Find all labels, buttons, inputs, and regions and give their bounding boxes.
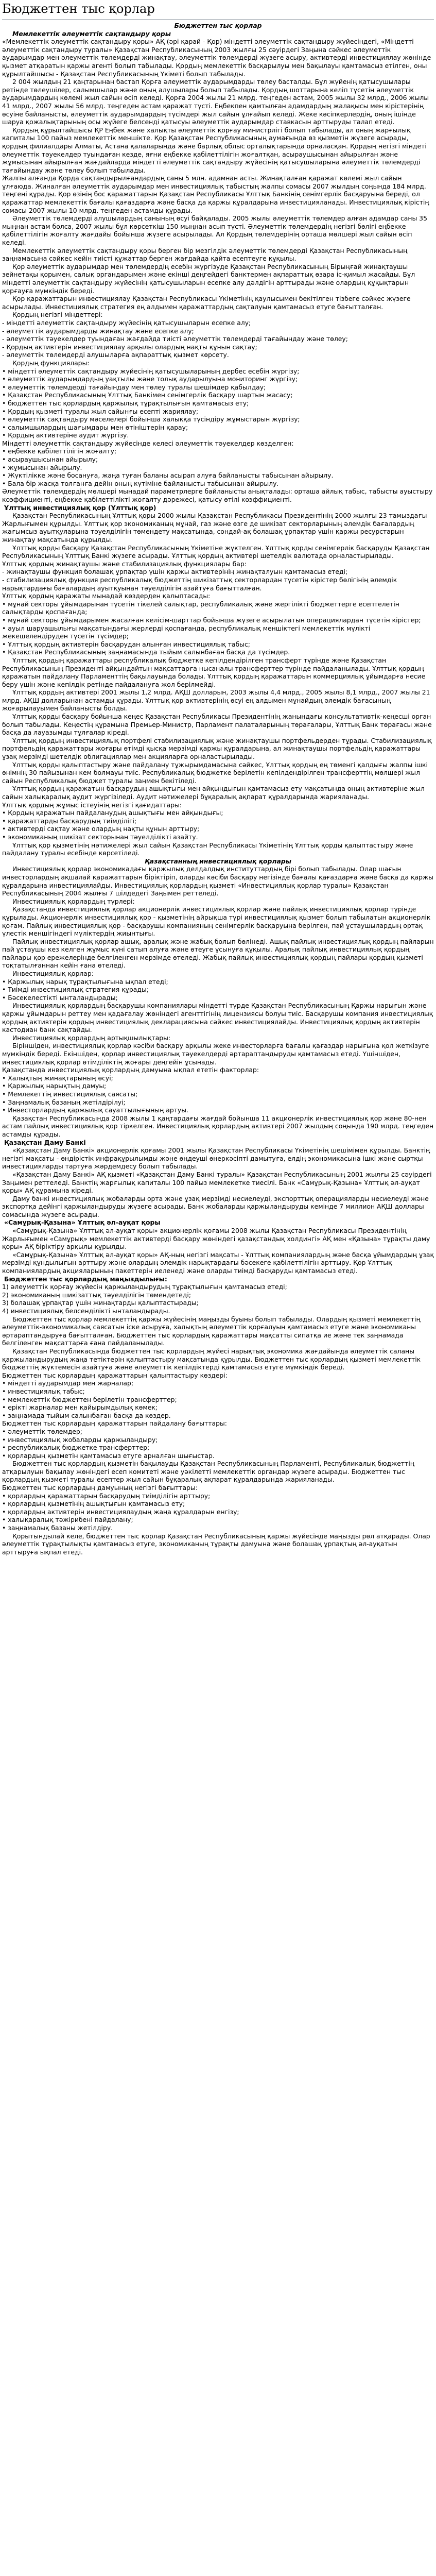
paragraph: Инвестициялық қорлардың басқарушы компаниялары міндетті түрде Қазақстан Республикасының Қаржы нарығын және қаржы ұйымдарын реттеу мен қадағалау жөніндегі агенттігінің лицензиясы болуы тиіс. Басқарушы компания инвестициялық қордың активтерін қордың инвестициялық декларациясына сәйкес инвестициялайды. Инвестициялық қордың активтерін кастодиан банк сақтайды. <box>2 1002 433 1034</box>
page-title: Бюджеттен тыс қорлар <box>2 0 434 20</box>
list-item: - әлеуметтік төлемдерді алушыларға ақпараттық қызмет көрсету. <box>2 351 229 359</box>
list-item: • әлеуметтік төлемдер; <box>2 1427 82 1435</box>
list-item: • Қордың активтеріне аудит жүргізу. <box>2 431 129 439</box>
list-item: - міндетті әлеуметтік сақтандыру жүйесінің қатысушыларын есепке алу; <box>2 318 251 327</box>
paragraph: Ұлттық қорды басқару Қазақстан Республикасының Үкіметіне жүктелген. Ұлттық қорды сенімгерлік басқаруды Қазақстан Республикасының Ұлттық Банкі жүзеге асырады. Ұлттық қордың активтері шетелдік валютада орналастырылады. <box>2 544 430 560</box>
list-item: • Қаржылық нарықтың дамуы; <box>2 1082 107 1090</box>
list-item: • қорлардың активтерін инвестициялаудың жаңа құралдарын енгізу; <box>2 1507 239 1516</box>
list-heading: Инвестициялық қорлардың түрлері: <box>12 897 135 905</box>
list-item: • мемлекеттік бюджеттен берілетін трансферттер; <box>2 1395 177 1403</box>
paragraph: Мемлекеттік әлеуметтік сақтандыру қоры берген бір мезгілдік әлеуметтік төлемдерді Қазақстан Республикасының заңнамасына сәйкес кейін тиісті құжаттар берген жағдайда қайта есептеуге құқылы. <box>2 246 408 263</box>
paragraph: «Мемлекеттік әлеуметтік сақтандыру қоры» АҚ (әрі қарай - Қор) міндетті әлеуметтік сақтандыру жүйесіндегі, «Міндетті әлеуметтік сақтандыру туралы» Қазақстан Республикасының 2003 жылғы 25 сәуірдегі Заңына сәйкес әлеуметтік аударымдар мен әлеуметтік төлемдерді жинақтау, әлеуметтік төлемдерді жүзеге асыру, активтерді инвестициялау жөнінде қызмет атқаратын қаржы агенті болып табылады. Қордың мемлекеттік басқарылуы мен бақылауы қамтамасыз етілген, оны құрылтайшысы - Қазақстан Республикасының Үкіметі болып табылады. <box>2 38 431 78</box>
list-heading: Ұлттық қордың қаражаты мынадай көздерден қалыптасады: <box>2 592 211 600</box>
list-item: • асыраушысынан айырылу; <box>2 455 98 464</box>
list-item: 3) болашақ ұрпақтар үшін жинақтарды қалыптастырады; <box>2 1299 199 1307</box>
list-item: • экономиканың шикізат секторынан тәуелділікті азайту. <box>2 833 198 841</box>
list-item: • мұнай секторы ұйымдарымен жасалған келісім-шарттар бойынша жүзеге асырылатын операциялардан түсетін кірістер; <box>2 616 421 624</box>
list-item: • мұнай секторы ұйымдарынан түсетін тікелей салықтар, республикалық және жергілікті бюджеттерге есептелетін салықтарды қоспағанда; <box>2 600 399 616</box>
list-item: • Қордың қызметі туралы жыл сайынғы есепті жариялау; <box>2 407 199 415</box>
paragraph: Біріншіден, инвестициялық қорлар кәсіби басқару арқылы жеке инвесторларға бағалы қағаздар нарығына қол жеткізуге мүмкіндік береді. Екіншіден, қорлар инвестициялық тәуекелдерді әртараптандыруды қамтамасыз етеді. Үшіншіден, инвестициялық қорлар өтімділіктің жоғары деңгейін ұсынады. <box>2 1042 429 1066</box>
list-item: • еңбекке қабілеттілігін жоғалту; <box>2 447 117 455</box>
paragraph: Қазақстан Республикасында бюджеттен тыс қорлардың жүйесі нарықтық экономика жағдайында әлеуметтік саланы қаржыландырудың жаңа тетіктерін қалыптастыру мақсатында құрылды. Бюджеттен тыс қорлардың қызметі мемлекеттік бюджеттің жүктемесін азайтуға және әлеуметтік кепілдіктерді қамтамасыз етуге мүмкіндік береді. <box>2 1347 421 1371</box>
list-item: • қорлардың қызметінің ашықтығын қамтамасыз ету; <box>2 1500 185 1508</box>
list-item: - әлеуметтік тәуекелдер туындаған жағдайда тиісті әлеуметтік төлемдерді тағайындау және төлеу; <box>2 335 348 343</box>
list-heading: Бюджеттен тыс қорлардың қаражаттарын пайдалану бағыттары: <box>2 1419 227 1428</box>
paragraph: Ұлттық қордың қаражатын басқарудың ашықтығы мен айқындығын қамтамасыз ету мақсатында оның активтеріне жыл сайын халықаралық аудит жүргізіледі. Аудит нәтижелері бұқаралық ақпарат құралдарында жарияланады. <box>2 785 425 801</box>
section-heading: Бюджеттен тыс қорлардың маңыздылығы: <box>4 1275 167 1283</box>
list-heading: Ұлттық қордың жинақтаушы және стабилизациялық функциялары бар: <box>2 560 247 568</box>
list-item: • міндетті әлеуметтік сақтандыру жүйесінің қатысушыларының дербес есебін жүргізу; <box>2 367 300 375</box>
list-item: - Қордың активтерін инвестициялау арқылы олардың нақты құнын сақтау; <box>2 343 257 351</box>
list-item: - стабилизациялық функция республикалық бюджеттің шикізаттық секторлардан түсетін кірістер бөлігінің әлемдік нарықтардағы бағалардың ауытқуынан тәуелділігін азайтуға бағытталған. <box>2 575 397 592</box>
paragraph: «Самұрық-Қазына» Ұлттық әл-ауқат қоры» акционерлік қоғамы 2008 жылы Қазақстан Республикасы Президентінің Жарлығымен «Самұрық» мемлекеттік активтерді басқару жөніндегі қазақстандық холдингі» АҚ мен «Қазына» тұрақты даму қоры» АҚ біріктіру арқылы құрылды. <box>2 1227 430 1251</box>
paragraph: «Қазақстан Даму Банкі» акционерлік қоғамы 2001 жылы Қазақстан Республикасы Үкіметінің шешімімен құрылды. Банктің негізгі мақсаты - өндірістік инфрақұрылымды және өңдеуші өнеркәсіпті дамытуға, елдің экономикасына ішкі және сыртқы инвестицияларды тартуға жәрдемдесу болып табылады. <box>2 1146 430 1171</box>
list-item: • әлеуметтік сақтандыру мәселелері бойынша халыққа түсіндіру жұмыстарын жүргізу; <box>2 415 300 423</box>
list-item: • Халықтың жинақтарының өсуі; <box>2 1074 113 1082</box>
list-item: • Заңнамалық базаның жетілдірілуі; <box>2 1098 126 1106</box>
paragraph: Қордың құрылтайшысы ҚР Еңбек және халықты әлеуметтік қорғау министрлігі болып табылады, ал оның жарғылық капиталы 100 пайыз мемлекеттік меншікте. Қор Қазақстан Республикасының аумағында өз қызметін жүзеге асырады, қордың филиалдары Алматы, Астана қалаларында және барлық облыс орталықтарында орналасқан. Қордың негізгі міндеті әлеуметтік тәуекелдер туындаған кезде, яғни еңбекке қабілеттілігін жоғалтқан, асыраушысынан айырылған және жұмысынан айырылған жағдайларда міндетті әлеуметтік сақтандыру жүйесінің қатысушыларына әлеуметтік төлемдерді тағайындау және төлеу болып табылады. <box>2 126 427 174</box>
list-heading: Бюджеттен тыс қорлардың қаражаттарын қалыптастыру көздері: <box>2 1371 228 1379</box>
paragraph: Инвестициялық қорлар экономикадағы қаржылық делдалдық институттардың бірі болып табылады. Олар шағын инвесторлардың ақшалай қаражаттарын біріктіріп, оларды кәсіби басқару негізінде бағалы қағаздарға және басқа да қаржы құралдарына инвестициялайды. Инвестициялық қорлардың қызметі «Инвестициялық қорлар туралы» Қазақстан Республикасының 2004 жылғы 7 шілдедегі Заңымен реттеледі. <box>2 865 433 897</box>
list-item: • салымшылардың шағымдары мен өтініштерін қарау; <box>2 423 188 431</box>
list-item: • Қазақстан Республикасының Ұлттық Банкімен сенімгерлік басқару шартын жасасу; <box>2 391 293 399</box>
list-heading: Қазақстанда инвестициялық қорлардың дамуына ықпал ететін факторлар: <box>2 1066 259 1074</box>
list-item: • активтерді сақтау және олардың нақты құнын арттыру; <box>2 825 200 833</box>
list-heading: Инвестициялық қорлар: <box>12 970 94 978</box>
paragraph: 2 004 жылдың 21 қаңтарынан бастап Қорға әлеуметтік аударымдарды төлеу басталды. Бұл жүйенің қатысушылары ретінде төлеушілер, салымшылар және оның алушылары болып табылады. Қордың шоттарына келіп түсетін әлеуметтік аударымдардың көлемі жыл сайын өсіп келеді. Қорға 2004 жылы 21 млрд. теңгеден астам, 2005 жылы 32 млрд., 2006 жылы 41 млрд., 2007 жылы 56 млрд. теңгеден астам қаражат түсті. Еңбекпен қамтылған адамдардың жалақысы мен кірістерінің өсуіне байланысты, әлеуметтік аударымдардың түсімдері жыл сайын ұлғайып келеді. Жеке кәсіпкерлердің, оның ішінде шаруа қожалықтарының осы жүйеге белсенді қатысуы әлеуметтік аударымдар ставкасын арттыруды талап етеді. <box>2 78 429 126</box>
list-item: • Бала бір жасқа толғанға дейін оның күтіміне байланысты табысынан айырылу. <box>2 479 279 487</box>
list-item: • Ұлттық қордың активтерін басқарудан алынған инвестициялық табыс; <box>2 640 250 648</box>
section-heading: «Самұрық-Қазына» Ұлттық әл-ауқат қоры <box>4 1218 161 1227</box>
list-item: • ауыл шаруашылығы мақсатындағы жерлерді қоспағанда, республикалық меншіктегі мемлекеттік мүлікті жекешелендіруден түсетін түсімдер; <box>2 624 371 640</box>
list-item: • Бәсекелестікті ынталандырады; <box>2 993 118 1002</box>
list-item: • Тиімді инвестициялық стратегия құрады; <box>2 986 149 994</box>
list-item: • инвестициялық жобаларды қаржыландыру; <box>2 1435 158 1444</box>
paragraph: Бюджеттен тыс қорлардың қызметін бақылауды Қазақстан Республикасының Парламенті, Республикалық бюджеттің атқарылуын бақылау жөніндегі есеп комитеті және уәкілетті мемлекеттік органдар жүзеге асырады. Бюджеттен тыс қорлардың қызметі туралы есептер жыл сайын бұқаралық ақпарат құралдарында жарияланады. <box>2 1460 414 1484</box>
section-heading: Қазақстанның инвестициялық қорлары <box>145 857 291 865</box>
list-heading: Инвестициялық қорлардың артықшылықтары: <box>12 1033 171 1042</box>
list-item: • Инвесторлардың қаржылық сауаттылығының артуы. <box>2 1106 188 1114</box>
list-item: • бюджеттен тыс қорлардың қаржылық тұрақтылығын қамтамасыз ету; <box>2 399 249 407</box>
list-item: • әлеуметтік аударымдардың уақтылы және толық аударылуына мониторинг жүргізу; <box>2 375 298 383</box>
list-item: • жұмысынан айырылу. <box>2 463 82 471</box>
paragraph: Қазақстан Республикасында 2008 жылы 1 қаңтардағы жағдай бойынша 11 акционерлік инвестициялық қор және 80-нен астам пайлық инвестициялық қор тіркелген. Инвестициялық қорлардың активтері 2007 жылдың соңында 190 млрд. теңгеден астамды құрады. <box>2 1114 434 1138</box>
paragraph: Ұлттық қордың активтері 2001 жылы 1,2 млрд. АҚШ долларын, 2003 жылы 4,4 млрд., 2005 жылы 8,1 млрд., 2007 жылы 21 млрд. АҚШ долларынан астамды құрады. Ұлттық қор активтерінің өсуі ең алдымен мұнайдың әлемдік бағасының жоғарылауымен байланысты болды. <box>2 688 430 713</box>
list-item: • Қордың қаражатын пайдаланудың ашықтығы мен айқындығы; <box>2 809 223 817</box>
list-item: - әлеуметтік аударымдарды жинақтау және есепке алу; <box>2 327 194 335</box>
paragraph: «Самұрық-Қазына» Ұлттық әл-ауқат қоры» АҚ-ның негізгі мақсаты - Ұлттық компаниялардың және басқа ұйымдардың ұзақ мерзімді құндылығын арттыру және олардың әлемдік нарықтардағы бәсекеге қабілеттілігін арттыру. Қор Ұлттық компаниялардың акцияларының пакеттерін иеленеді және оларды тиімді басқаруды қамтамасыз етеді. <box>2 1250 434 1275</box>
paragraph: Қор қаражаттарын инвестициялау Қазақстан Республикасы Үкіметінің қаулысымен бекітілген тізбеге сәйкес жүзеге асырылады. Инвестициялық стратегия ең алдымен қаражаттардың сақталуын қамтамасыз етуге бағытталған. <box>2 295 411 311</box>
list-item: • қорлардың қызметін қамтамасыз етуге арналған шығыстар. <box>2 1451 215 1460</box>
list-heading: Бюджеттен тыс қорлардың дамуының негізгі бағыттары: <box>2 1484 198 1492</box>
list-item: • әлеуметтік төлемдерді тағайындау мен төлеу туралы шешімдер қабылдау; <box>2 383 266 391</box>
list-item: 2) экономиканың шикізаттық тәуелділігін төмендетеді; <box>2 1291 191 1299</box>
list-item: • Қазақстан Республикасының заңнамасында тыйым салынбаған басқа да түсімдер. <box>2 648 290 656</box>
paragraph: Қорытындылай келе, бюджеттен тыс қорлар Қазақстан Республикасының қаржы жүйесінде маңызды рөл атқарады. Олар әлеуметтік тұрақтылықты қамтамасыз етуге, экономиканың тұрақты дамуына және болашақ ұрпақтың әл-ауқатын арттыруға ықпал етеді. <box>2 1532 430 1556</box>
paragraph: Бюджеттен тыс қорлар мемлекеттің қаржы жүйесінің маңызды буыны болып табылады. Олардың қызметі мемлекеттің әлеуметтік-экономикалық саясатын іске асыруға, халықтың әлеуметтік қорғалуын қамтамасыз етуге және экономиканы әртараптандыруға бағытталған. Бюджеттен тыс қорлардың қаражаттары мақсатты сипатқа ие және тек заңнамада белгіленген мақсаттарға ғана пайдаланылады. <box>2 1315 421 1347</box>
list-item: 1) әлеуметтік қорғау жүйесін қаржыландырудың тұрақтылығын қамтамасыз етеді; <box>2 1283 287 1291</box>
paragraph: Міндетті әлеуметтік сақтандыру жүйесінде келесі әлеуметтік тәуекелдер көзделген: <box>2 439 294 447</box>
list-item: • Қаржылық нарық тұрақтылығына ықпал етеді; <box>2 977 168 986</box>
list-item: • қаражаттарды басқарудың тиімділігі; <box>2 817 137 825</box>
list-item: • заңнамада тыйым салынбаған басқа да көздер. <box>2 1411 171 1419</box>
paragraph: Әлеуметтік төлемдерді алушылардың санының өсуі байқалады. 2005 жылы әлеуметтік төлемдер алған адамдар саны 35 мыңнан астам болса, 2007 жылы бұл көрсеткіш 150 мыңнан асып түсті. Әлеуметтік төлемдердің негізгі бөлігі еңбекке қабілеттілігін жоғалту жағдайы бойынша жүзеге асырылады. Ал Қордың төлемдерінің орташа мөлшері жыл сайын өсіп келеді. <box>2 214 427 247</box>
list-item: • ерікті жарналар мен қайырымдылық көмек; <box>2 1403 158 1412</box>
paragraph: Ұлттық қорды қалыптастыру және пайдалану тұжырымдамасына сәйкес, Ұлттық қордың ең төменгі қалдығы жалпы ішкі өнімнің 30 пайызынан кем болмауы тиіс. Республикалық бюджетке берілетін кепілдендірілген трансферттің мөлшері жыл сайын Республикалық бюджет туралы заңмен бекітіледі. <box>2 760 428 785</box>
section-heading: Мемлекеттік әлеуметтік сақтандыру қоры <box>12 29 171 38</box>
document-heading: Бюджеттен тыс қорлар <box>174 22 262 29</box>
paragraph: Әлеуметтік төлемдердің мөлшері мынадай параметрлерге байланысты анықталады: орташа айлық табыс, табысты ауыстыру коэффициенті, еңбекке қабілеттілікті жоғалту дәрежесі, қатысу өтілі коэффициенті. <box>2 487 433 504</box>
paragraph: Пайлық инвестициялық қорлар ашық, аралық және жабық болып бөлінеді. Ашық пайлық инвестициялық қордың пайларын пай ұстаушы кез келген жұмыс күні сатып алуға және өтеуге ұсынуға құқылы. Аралық пайлық инвестициялық қордың пайлары қор ережелерінде белгіленген мерзімде өтеледі. Жабық пайлық инвестициялық қордың пайлары қордың қызметі тоқтатылғаннан кейін ғана өтеледі. <box>2 937 434 970</box>
list-heading: Қордың негізгі міндеттері: <box>12 311 103 319</box>
list-item: • заңнамалық базаны жетілдіру. <box>2 1524 113 1532</box>
list-item: • міндетті аударымдар мен жарналар; <box>2 1379 134 1387</box>
section-heading: Ұлттық инвестициялық қор (Ұлттық қор) <box>4 503 156 512</box>
paragraph: Қазақстанда инвестициялық қорлар акционерлік инвестициялық қорлар және пайлық инвестициялық қорлар түрінде құрылады. Акционерлік инвестициялық қор - қызметінің айрықша түрі инвестициялық қызмет болып табылатын акционерлік қоғам. Пайлық инвестициялық қор - басқарушы компанияның сенімгерлік басқаруына берілген, пай ұстаушылардың ортақ үлестік меншігіндегі мүліктердің жиынтығы. <box>2 905 431 938</box>
list-heading: Қордың функциялары: <box>12 359 90 367</box>
paragraph: Ұлттық қордың инвестициялық портфелі стабилизациялық және жинақтаушы портфельдерден тұрады. Стабилизациялық портфельдің қаражаттары жоғары өтімді қысқа мерзімді қаржы құралдарына, ал жинақтаушы портфельдің қаражаттары ұзақ мерзімді шетелдік облигациялар мен акцияларға орналастырылады. <box>2 736 432 761</box>
list-item: - жинақтаушы функция болашақ ұрпақтар үшін қаржы активтерінің жинақталуын қамтамасыз етеді; <box>2 568 348 576</box>
paragraph: Ұлттық қор қызметінің нәтижелері жыл сайын Қазақстан Республикасы Үкіметінің Ұлттық қорды қалыптастыру және пайдалану туралы есебінде көрсетіледі. <box>2 841 413 857</box>
paragraph: Ұлттық қордың қаражаттары республикалық бюджетке кепілдендірілген трансферт түрінде және Қазақстан Республикасының Президенті айқындайтын мақсаттарға нысаналы трансферттер түрінде пайдаланылады. Ұлттық қордың қаражатын пайдалану Парламенттің бақылауында болады. Ұлттық қордың қаражаттарын коммерциялық ұйымдарға несие беру үшін және кепілдік ретінде пайдалануға жол берілмейді. <box>2 656 426 688</box>
list-item: 4) инвестициялық белсенділікті ынталандырады. <box>2 1307 170 1315</box>
paragraph: Жалпы алғанда Қорда сақтандырылғандардың саны 5 млн. адамнан асты. Жинақталған қаражат көлемі жыл сайын ұлғаюда. Жиналған әлеуметтік аударымдар мен инвестициялық табыстың жалпы сомасы 2007 жылдың соңында 184 млрд. теңгені құрады. Қор өзінің бос қаражаттарын Қазақстан Республикасы Ұлттық Банкінің сенімгерлік басқаруына береді, ол қаражаттар мемлекеттік бағалы қағаздарға және басқа да қаржы құралдарына инвестицияланады. Инвестициялық кірістің сомасы 2007 жылы 10 млрд. теңгеден астамды құрады. <box>2 174 429 214</box>
document-body <box>2 20 434 1556</box>
paragraph: Қор әлеуметтік аударымдар мен төлемдердің есебін жүргізуде Қазақстан Республикасының Бірыңғай жинақтаушы зейнетақы қорымен, салық органдарымен және екінші деңгейдегі банктермен ақпараттық өзара іс-қимыл жасайды. Бұл міндетті әлеуметтік сақтандыру жүйесінің қатысушыларын есепке алу дәлдігін арттырады және олардың құқықтарын қорғауға мүмкіндік береді. <box>2 262 415 295</box>
list-item: • халықаралық тәжірибені пайдалану; <box>2 1516 133 1524</box>
list-item: • қорлардың қаражаттарын басқарудың тиімділігін арттыру; <box>2 1492 211 1500</box>
list-heading: Ұлттық қордың жұмыс істеуінің негізгі қағидаттары: <box>2 801 182 809</box>
list-item: • Мемлекеттің инвестициялық саясаты; <box>2 1090 138 1098</box>
paragraph: Даму банкі инвестициялық жобаларды орта және ұзақ мерзімді несиелеуді, экспорттық операцияларды несиелеуді және экспортқа дейінгі қаржыландыруды жүзеге асырады. Банк жобаларды қаржыландыруды кемінде 7 миллион АҚШ доллары сомасында жүзеге асырады. <box>2 1194 429 1218</box>
paragraph: «Қазақстан Даму Банкі» АҚ қызметі «Қазақстан Даму Банкі туралы» Қазақстан Республикасының 2001 жылғы 25 сәуірдегі Заңымен реттеледі. Банктің жарғылық капиталы 100 пайыз мемлекетке тиесілі. Банк «Самұрық-Қазына» Ұлттық әл-ауқат қоры» АҚ құрамына кіреді. <box>2 1170 432 1195</box>
list-item: • инвестициялық табыс; <box>2 1387 85 1395</box>
paragraph: Қазақстан Республикасының Ұлттық қоры 2000 жылы Қазақстан Республикасы Президентінің 2000 жылғы 23 тамыздағы Жарлығымен құрылды. Ұлттық қор экономиканың мұнай, газ және өзге де шикізат секторларының әлемдік бағалардың жағымсыз ауытқуларына тәуелділігін төмендету мақсатында, сондай-ақ болашақ ұрпақтар үшін қаржы ресурстарын жинақтау мақсатында құрылды. <box>2 512 427 544</box>
list-item: • Жүктілікке және босануға, жаңа туған баланы асырап алуға байланысты табысынан айырылу. <box>2 471 334 480</box>
paragraph: Ұлттық қорды басқару бойынша кеңес Қазақстан Республикасы Президентінің жанындағы консультативтік-кеңесші орган болып табылады. Кеңестің құрамына Премьер-Министр, Парламент палаталарының төрағалары, Ұлттық Банк төрағасы және басқа да лауазымды тұлғалар кіреді. <box>2 713 432 737</box>
section-heading: Қазақстан Даму Банкі <box>4 1138 86 1146</box>
list-item: • республикалық бюджетке трансферттер; <box>2 1444 150 1452</box>
